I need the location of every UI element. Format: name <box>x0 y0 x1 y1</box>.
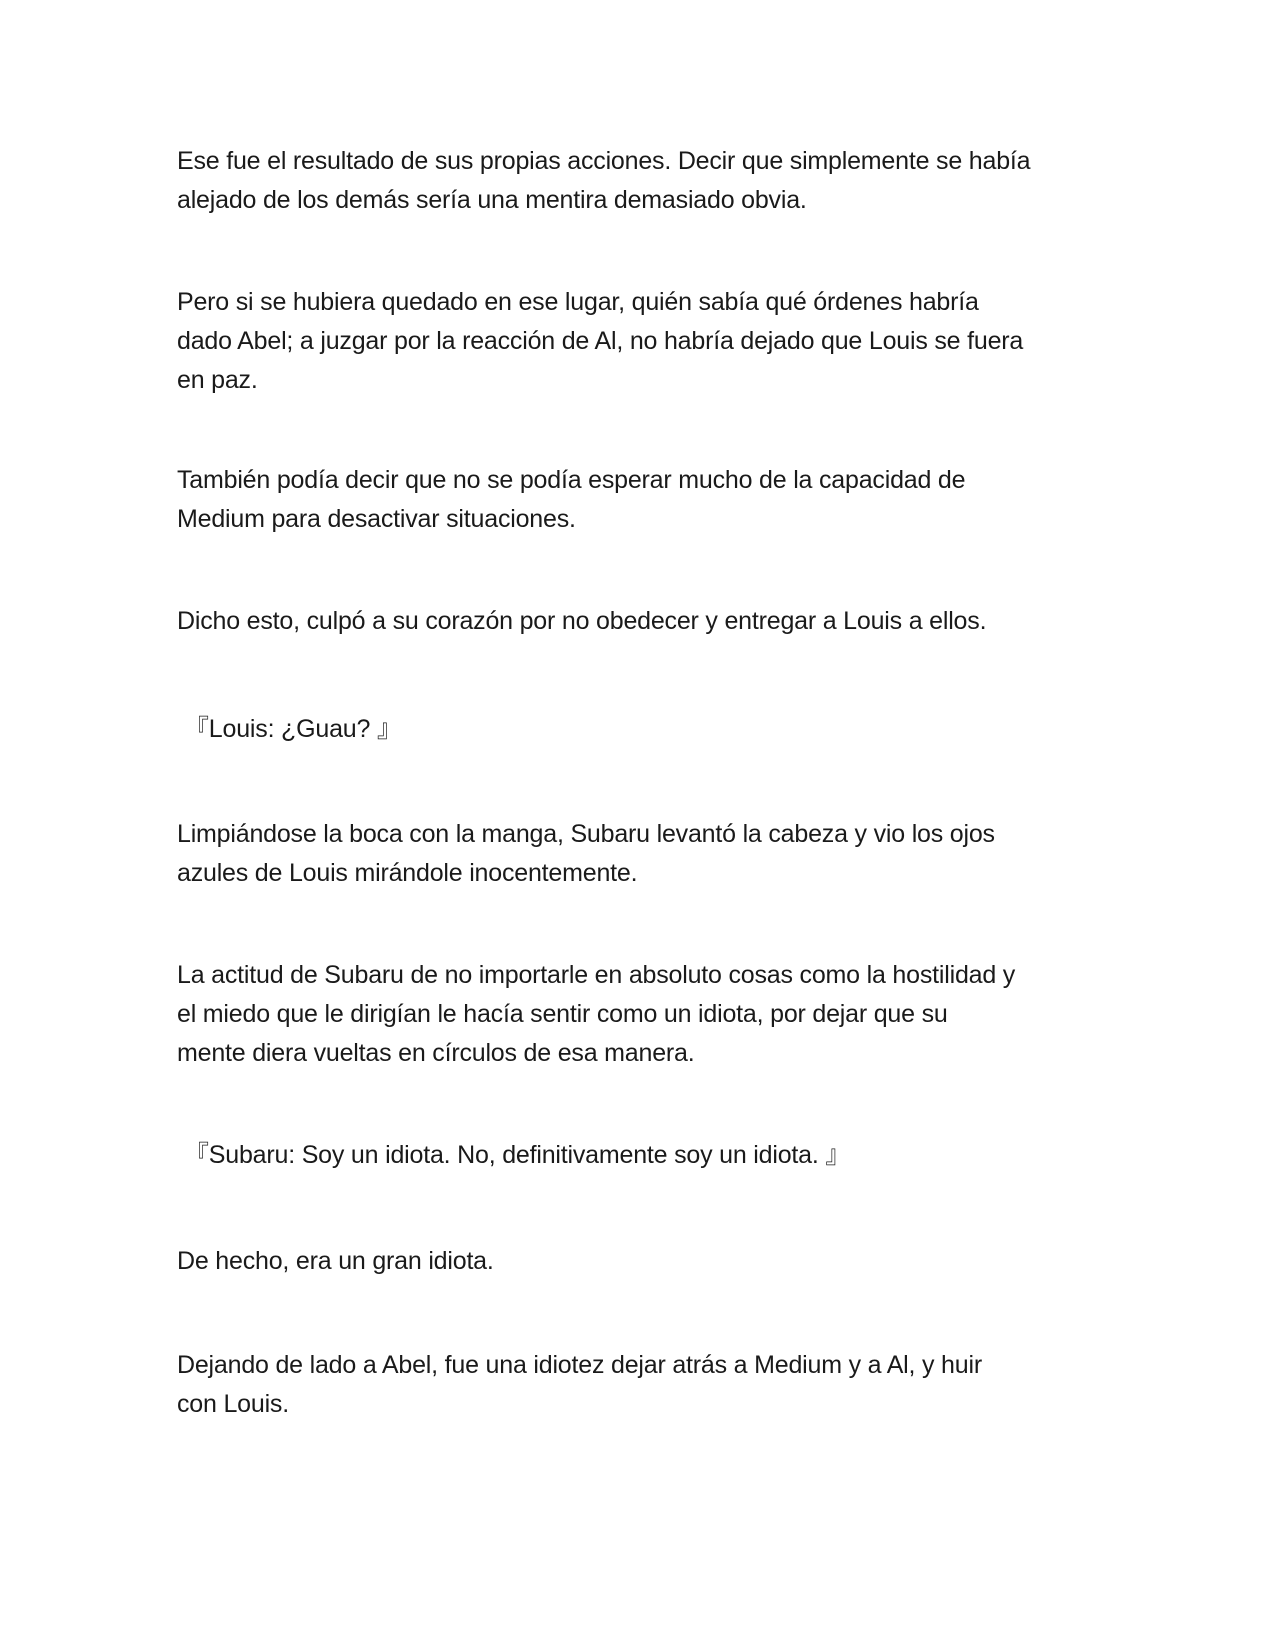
dialogue-line: 『Louis: ¿Guau? 』 <box>184 715 402 743</box>
paragraph: La actitud de Subaru de no importarle en absoluto cosas como la hostilidad y el miedo que le dirigían le hacía sentir como un idiota, por dejar que su mente diera vueltas en círculos de esa manera. <box>177 961 1016 1067</box>
paragraph: También podía decir que no se podía esperar mucho de la capacidad de Medium para desactivar situaciones. <box>177 466 966 533</box>
paragraph: Pero si se hubiera quedado en ese lugar, quién sabía qué órdenes habría dado Abel; a juzgar por la reacción de Al, no habría dejado que Louis se fuera en paz. <box>177 288 1024 394</box>
paragraph: Limpiándose la boca con la manga, Subaru levantó la cabeza y vio los ojos azules de Louis mirándole inocentemente. <box>177 820 995 887</box>
paragraph: Ese fue el resultado de sus propias acciones. Decir que simplemente se había alejado de los demás sería una mentira demasiado obvia. <box>177 147 1031 214</box>
paragraph: De hecho, era un gran idiota. <box>177 1247 494 1275</box>
paragraph: Dejando de lado a Abel, fue una idiotez dejar atrás a Medium y a Al, y huir con Louis. <box>177 1351 982 1418</box>
dialogue-line: 『Subaru: Soy un idiota. No, definitivamente soy un idiota. 』 <box>184 1141 851 1169</box>
paragraph: Dicho esto, culpó a su corazón por no obedecer y entregar a Louis a ellos. <box>177 607 987 635</box>
